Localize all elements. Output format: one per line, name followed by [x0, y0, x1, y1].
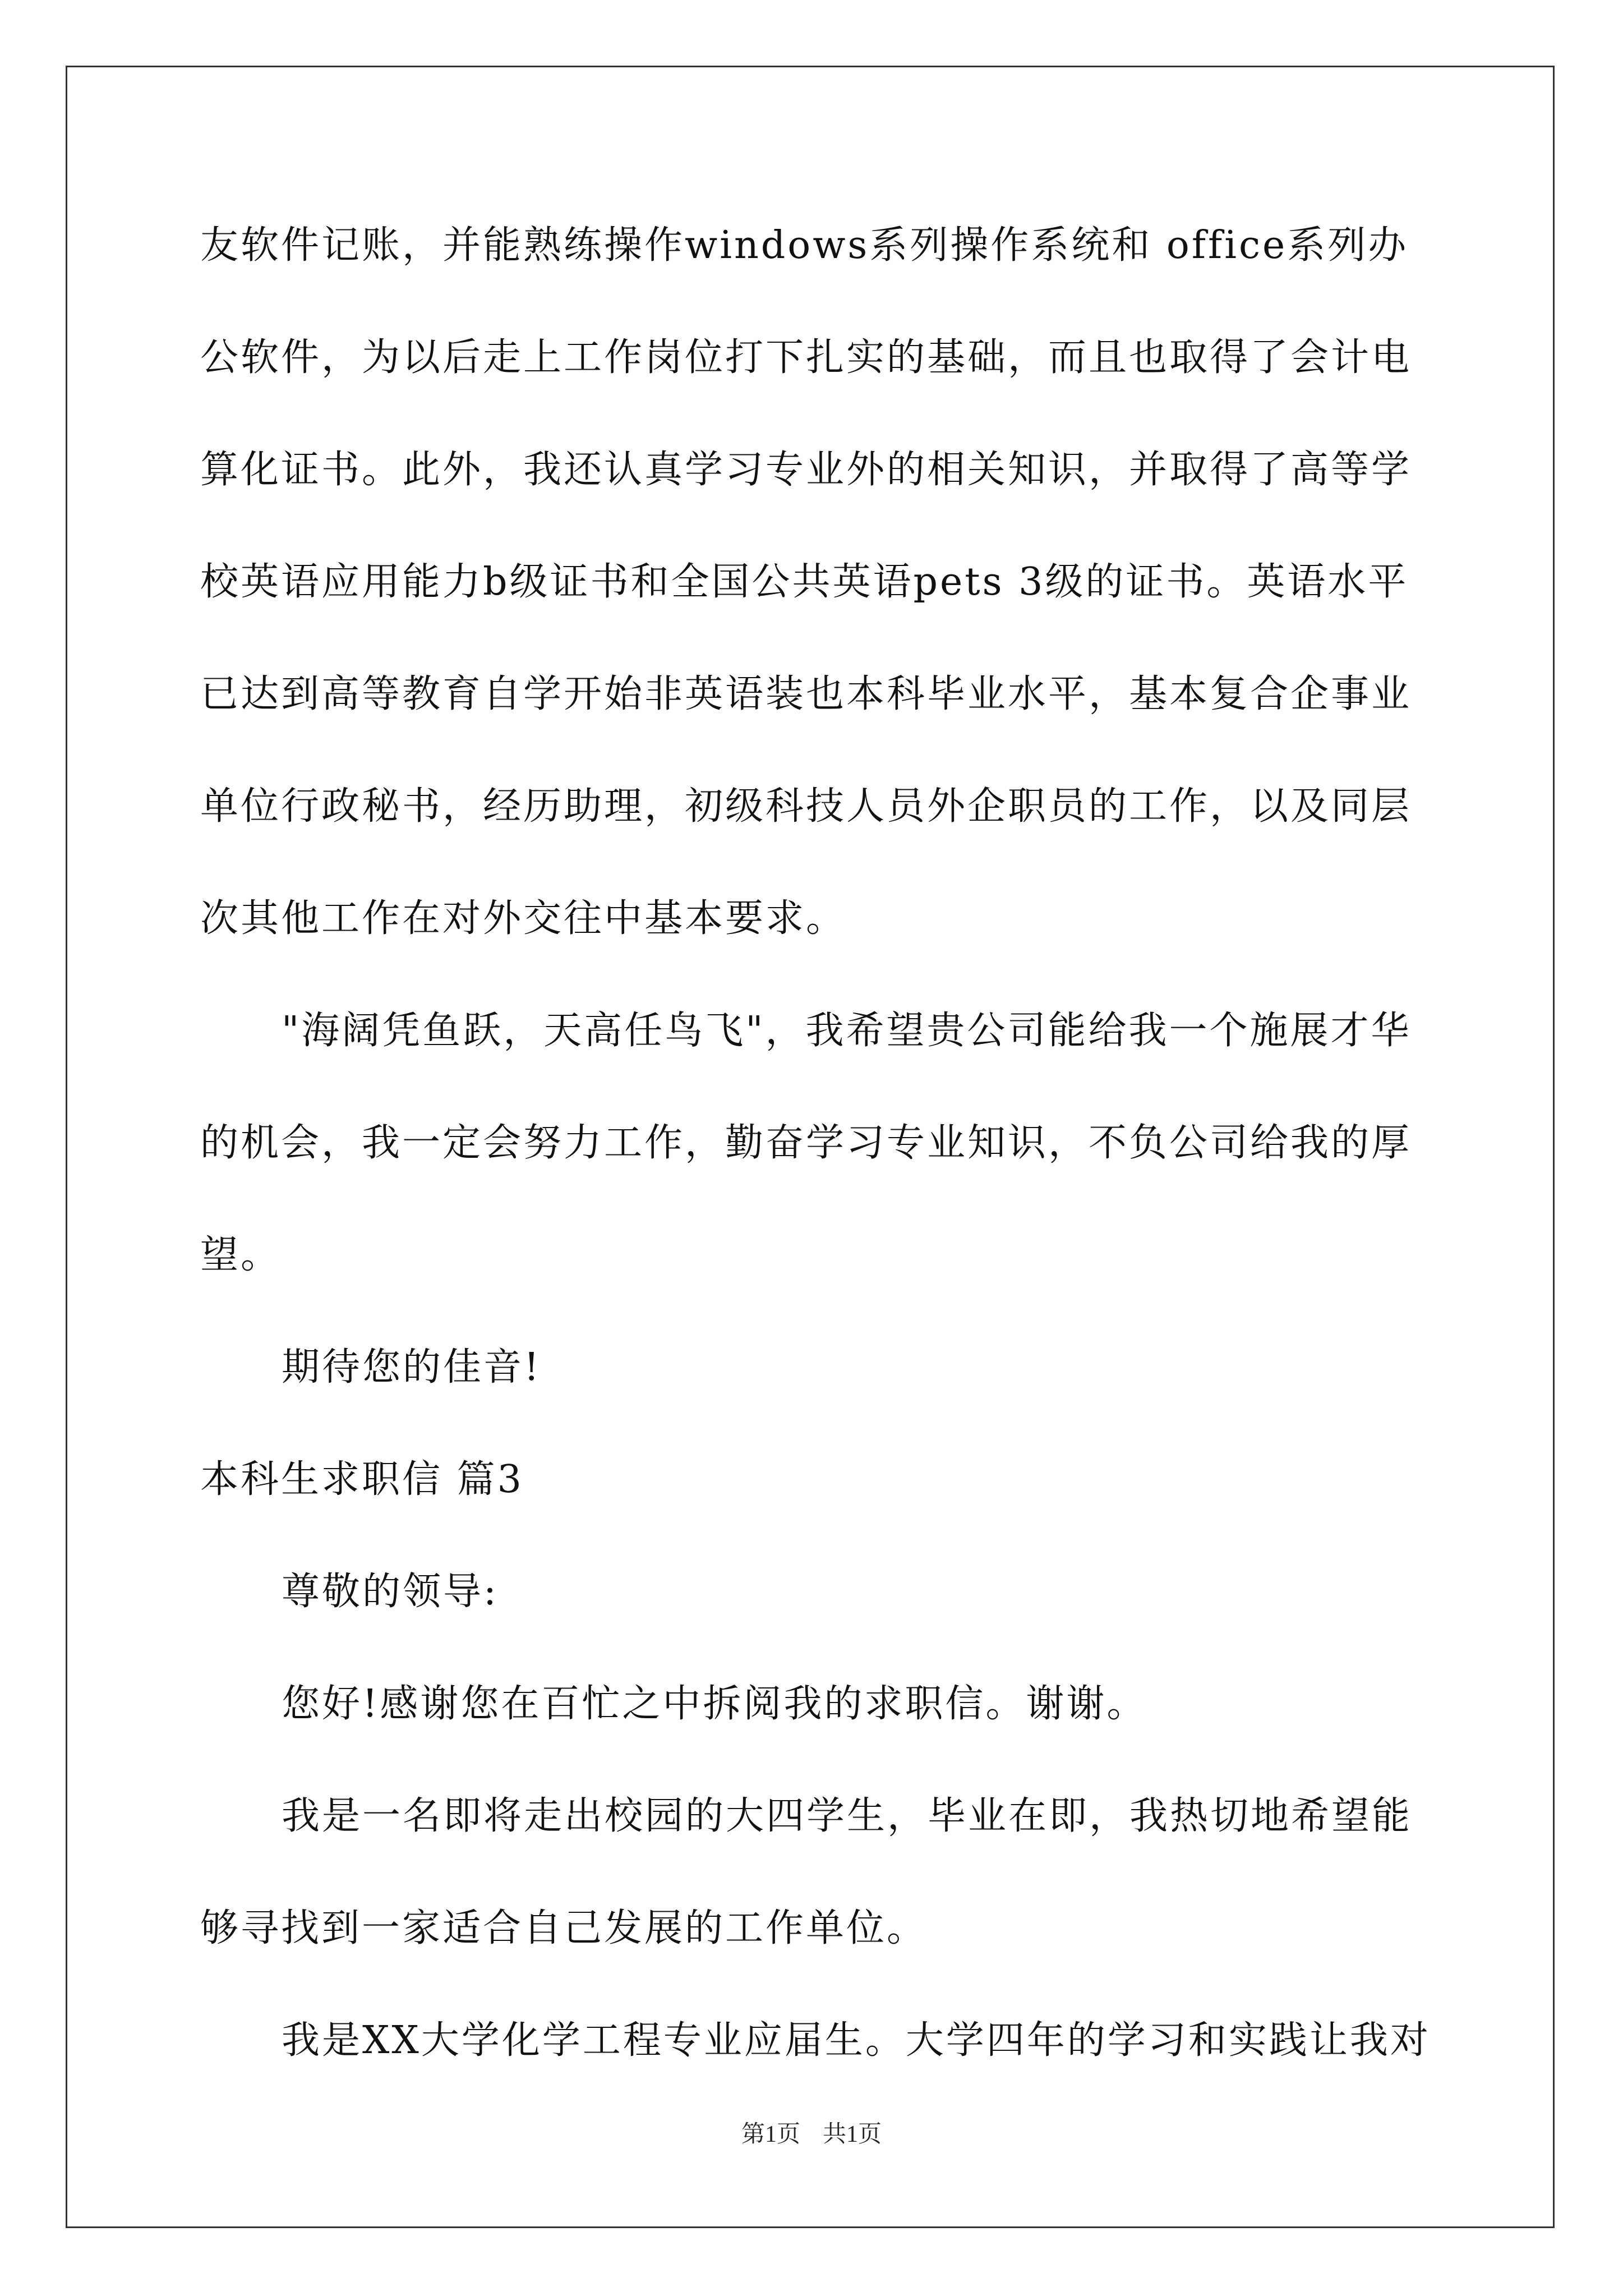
paragraph-line: 公软件，为以后走上工作岗位打下扎实的基础，而且也取得了会计电	[200, 335, 1412, 380]
page-footer	[0, 2120, 1623, 2148]
paragraph-line: 的机会，我一定会努力工作，勤奋学习专业知识，不负公司给我的厚	[200, 1121, 1412, 1165]
page-total: 共1页	[823, 2122, 882, 2147]
paragraph-line: 望。	[200, 1233, 282, 1277]
paragraph-line: 次其他工作在对外交往中基本要求。	[200, 896, 847, 941]
paragraph-line: 校英语应用能力b级证书和全国公共英语pets 3级的证书。英语水平	[200, 560, 1409, 604]
paragraph-line: 我是一名即将走出校园的大四学生，毕业在即，我热切地希望能	[282, 1794, 1413, 1838]
paragraph-line: 单位行政秘书，经历助理，初级科技人员外企职员的工作，以及同层	[200, 784, 1412, 829]
paragraph-line: 够寻找到一家适合自己发展的工作单位。	[200, 1906, 928, 1950]
page-number: 第1页	[741, 2122, 800, 2147]
paragraph-line: 友软件记账，并能熟练操作windows系列操作系统和 office系列办	[200, 223, 1409, 268]
paragraph-line: 已达到高等教育自学开始非英语装也本科毕业水平，基本复合企事业	[200, 672, 1412, 716]
section-heading: 本科生求职信 篇3	[200, 1457, 524, 1502]
document-body	[200, 223, 1431, 2132]
salutation: 尊敬的领导:	[282, 1570, 499, 1614]
paragraph-line: "海阔凭鱼跃，天高任鸟飞"，我希望贵公司能给我一个施展才华	[282, 1009, 1412, 1053]
paragraph-line: 您好!感谢您在百忙之中拆阅我的求职信。谢谢。	[282, 1682, 1147, 1726]
closing-line: 期待您的佳音!	[282, 1345, 542, 1389]
paragraph-line: 算化证书。此外，我还认真学习专业外的相关知识，并取得了高等学	[200, 448, 1412, 492]
paragraph-line: 我是XX大学化学工程专业应届生。大学四年的学习和实践让我对	[282, 2018, 1431, 2063]
